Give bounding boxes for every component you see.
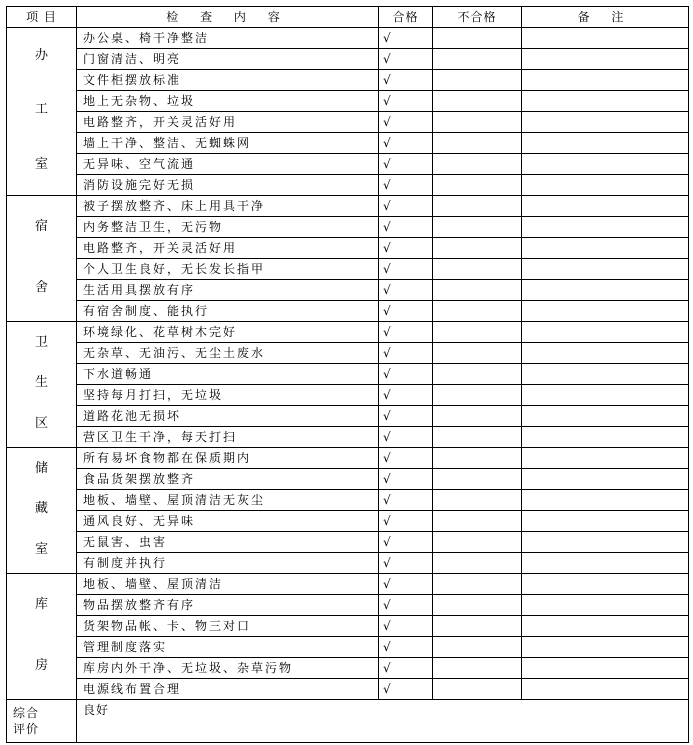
- note-cell: [522, 301, 689, 322]
- table-row: [7, 196, 689, 217]
- pass-check-mark: √: [379, 616, 433, 637]
- section-name-char: 舍: [34, 280, 48, 295]
- check-item: 有制度并执行: [77, 553, 379, 574]
- table-row: [7, 70, 689, 91]
- section-name-char: 宿: [34, 219, 48, 234]
- table-row: [7, 133, 689, 154]
- fail-cell: [433, 259, 522, 280]
- fail-cell: [433, 70, 522, 91]
- note-cell: [522, 616, 689, 637]
- pass-check-mark: √: [379, 574, 433, 595]
- summary-value: 良好: [77, 700, 689, 743]
- summary-row: [7, 700, 689, 743]
- fail-cell: [433, 280, 522, 301]
- fail-cell: [433, 175, 522, 196]
- table-row: [7, 175, 689, 196]
- pass-check-mark: √: [379, 28, 433, 49]
- check-item: 物品摆放整齐有序: [77, 595, 379, 616]
- check-item: 电路整齐，开关灵活好用: [77, 112, 379, 133]
- table-row: [7, 280, 689, 301]
- check-item: 道路花池无损坏: [77, 406, 379, 427]
- note-cell: [522, 280, 689, 301]
- check-item: 下水道畅通: [77, 364, 379, 385]
- table-row: [7, 322, 689, 343]
- section-category-cell: [7, 28, 77, 196]
- section-name-char: 储: [34, 460, 48, 476]
- check-item: 个人卫生良好，无长发长指甲: [77, 259, 379, 280]
- check-item: 坚持每月打扫，无垃圾: [77, 385, 379, 406]
- fail-cell: [433, 553, 522, 574]
- fail-cell: [433, 112, 522, 133]
- pass-check-mark: √: [379, 448, 433, 469]
- note-cell: [522, 217, 689, 238]
- fail-cell: [433, 469, 522, 490]
- fail-cell: [433, 217, 522, 238]
- fail-cell: [433, 595, 522, 616]
- pass-check-mark: √: [379, 175, 433, 196]
- table-row: [7, 301, 689, 322]
- check-item: 货架物品帐、卡、物三对口: [77, 616, 379, 637]
- check-item: 地板、墙壁、屋顶清洁: [77, 574, 379, 595]
- table-row: [7, 448, 689, 469]
- section-name: [7, 322, 76, 444]
- table-row: [7, 343, 689, 364]
- note-cell: [522, 469, 689, 490]
- note-cell: [522, 112, 689, 133]
- check-item: 电源线布置合理: [77, 679, 379, 700]
- table-row: [7, 532, 689, 553]
- section-name: [7, 196, 76, 318]
- fail-cell: [433, 427, 522, 448]
- section-category-cell: [7, 322, 77, 448]
- pass-check-mark: √: [379, 490, 433, 511]
- fail-cell: [433, 658, 522, 679]
- header-content: 检 查 内 容: [77, 7, 379, 28]
- pass-check-mark: √: [379, 427, 433, 448]
- fail-cell: [433, 406, 522, 427]
- note-cell: [522, 196, 689, 217]
- fail-cell: [433, 301, 522, 322]
- fail-cell: [433, 448, 522, 469]
- pass-check-mark: √: [379, 196, 433, 217]
- note-cell: [522, 385, 689, 406]
- table-row: [7, 469, 689, 490]
- section-category-cell: [7, 448, 77, 574]
- check-item: 办公桌、椅干净整洁: [77, 28, 379, 49]
- table-row: [7, 91, 689, 112]
- table-row: [7, 238, 689, 259]
- pass-check-mark: √: [379, 280, 433, 301]
- fail-cell: [433, 196, 522, 217]
- header-note: 备 注: [522, 7, 689, 28]
- fail-cell: [433, 511, 522, 532]
- check-item: 生活用具摆放有序: [77, 280, 379, 301]
- check-item: 文件柜摆放标准: [77, 70, 379, 91]
- fail-cell: [433, 49, 522, 70]
- inspection-table-body: [7, 7, 689, 743]
- header-pass: 合格: [379, 7, 433, 28]
- pass-check-mark: √: [379, 637, 433, 658]
- note-cell: [522, 91, 689, 112]
- note-cell: [522, 406, 689, 427]
- pass-check-mark: √: [379, 511, 433, 532]
- check-item: 地板、墙壁、屋顶清洁无灰尘: [77, 490, 379, 511]
- table-row: [7, 637, 689, 658]
- check-item: 消防设施完好无损: [77, 175, 379, 196]
- pass-check-mark: √: [379, 553, 433, 574]
- check-item: 无鼠害、虫害: [77, 532, 379, 553]
- note-cell: [522, 70, 689, 91]
- note-cell: [522, 28, 689, 49]
- note-cell: [522, 322, 689, 343]
- pass-check-mark: √: [379, 679, 433, 700]
- pass-check-mark: √: [379, 133, 433, 154]
- table-row: [7, 364, 689, 385]
- check-item: 内务整洁卫生，无污物: [77, 217, 379, 238]
- pass-check-mark: √: [379, 70, 433, 91]
- summary-label: 评价: [13, 722, 40, 736]
- note-cell: [522, 679, 689, 700]
- table-row: [7, 511, 689, 532]
- table-row: [7, 553, 689, 574]
- section-name: [7, 28, 76, 192]
- section-name-char: 区: [34, 416, 48, 432]
- summary-label-cell: [7, 700, 77, 743]
- note-cell: [522, 553, 689, 574]
- section-name-char: 室: [34, 157, 48, 173]
- pass-check-mark: √: [379, 532, 433, 553]
- table-row: [7, 112, 689, 133]
- note-cell: [522, 343, 689, 364]
- inspection-table: [6, 6, 689, 743]
- note-cell: [522, 133, 689, 154]
- fail-cell: [433, 343, 522, 364]
- table-row: [7, 406, 689, 427]
- check-item: 墙上干净、整洁、无蜘蛛网: [77, 133, 379, 154]
- section-category-cell: [7, 196, 77, 322]
- section-category-cell: [7, 574, 77, 700]
- pass-check-mark: √: [379, 91, 433, 112]
- note-cell: [522, 364, 689, 385]
- table-row: [7, 217, 689, 238]
- check-item: 环境绿化、花草树木完好: [77, 322, 379, 343]
- fail-cell: [433, 91, 522, 112]
- fail-cell: [433, 385, 522, 406]
- fail-cell: [433, 154, 522, 175]
- section-name-char: 生: [34, 375, 48, 391]
- pass-check-mark: √: [379, 217, 433, 238]
- section-name-char: 工: [34, 102, 48, 118]
- pass-check-mark: √: [379, 406, 433, 427]
- section-name-char: 藏: [34, 501, 48, 517]
- fail-cell: [433, 28, 522, 49]
- pass-check-mark: √: [379, 385, 433, 406]
- header-fail: 不合格: [433, 7, 522, 28]
- note-cell: [522, 49, 689, 70]
- check-item: 食品货架摆放整齐: [77, 469, 379, 490]
- fail-cell: [433, 532, 522, 553]
- section-name-char: 卫: [34, 334, 48, 350]
- note-cell: [522, 595, 689, 616]
- table-row: [7, 658, 689, 679]
- note-cell: [522, 490, 689, 511]
- note-cell: [522, 175, 689, 196]
- fail-cell: [433, 616, 522, 637]
- fail-cell: [433, 574, 522, 595]
- table-row: [7, 28, 689, 49]
- check-item: 电路整齐，开关灵活好用: [77, 238, 379, 259]
- table-row: [7, 154, 689, 175]
- pass-check-mark: √: [379, 364, 433, 385]
- note-cell: [522, 511, 689, 532]
- fail-cell: [433, 364, 522, 385]
- note-cell: [522, 658, 689, 679]
- fail-cell: [433, 637, 522, 658]
- check-item: 管理制度落实: [77, 637, 379, 658]
- section-name-char: 库: [34, 597, 48, 612]
- section-name: [7, 574, 76, 696]
- note-cell: [522, 637, 689, 658]
- note-cell: [522, 238, 689, 259]
- fail-cell: [433, 238, 522, 259]
- fail-cell: [433, 322, 522, 343]
- check-item: 门窗清洁、明亮: [77, 49, 379, 70]
- table-row: [7, 49, 689, 70]
- summary-label: 综合: [13, 706, 40, 720]
- pass-check-mark: √: [379, 259, 433, 280]
- check-item: 无杂草、无油污、无尘土废水: [77, 343, 379, 364]
- check-item: 被子摆放整齐、床上用具干净: [77, 196, 379, 217]
- table-row: [7, 595, 689, 616]
- note-cell: [522, 574, 689, 595]
- section-name-char: 房: [34, 658, 48, 673]
- check-item: 所有易坏食物都在保质期内: [77, 448, 379, 469]
- table-row: [7, 427, 689, 448]
- section-name: [7, 448, 76, 570]
- note-cell: [522, 154, 689, 175]
- note-cell: [522, 259, 689, 280]
- section-name-char: 室: [34, 542, 48, 558]
- fail-cell: [433, 679, 522, 700]
- check-item: 有宿舍制度、能执行: [77, 301, 379, 322]
- pass-check-mark: √: [379, 469, 433, 490]
- fail-cell: [433, 133, 522, 154]
- table-row: [7, 574, 689, 595]
- pass-check-mark: √: [379, 322, 433, 343]
- check-item: 通风良好、无异味: [77, 511, 379, 532]
- check-item: 地上无杂物、垃圾: [77, 91, 379, 112]
- pass-check-mark: √: [379, 595, 433, 616]
- section-name-char: 办: [34, 47, 48, 63]
- pass-check-mark: √: [379, 154, 433, 175]
- note-cell: [522, 427, 689, 448]
- pass-check-mark: √: [379, 301, 433, 322]
- header-category: 项 目: [7, 7, 77, 28]
- check-item: 无异味、空气流通: [77, 154, 379, 175]
- table-row: [7, 679, 689, 700]
- table-row: [7, 259, 689, 280]
- note-cell: [522, 448, 689, 469]
- header-row: [7, 7, 689, 28]
- pass-check-mark: √: [379, 238, 433, 259]
- fail-cell: [433, 490, 522, 511]
- check-item: 营区卫生干净，每天打扫: [77, 427, 379, 448]
- pass-check-mark: √: [379, 658, 433, 679]
- check-item: 库房内外干净、无垃圾、杂草污物: [77, 658, 379, 679]
- table-row: [7, 616, 689, 637]
- pass-check-mark: √: [379, 49, 433, 70]
- pass-check-mark: √: [379, 343, 433, 364]
- table-row: [7, 490, 689, 511]
- pass-check-mark: √: [379, 112, 433, 133]
- note-cell: [522, 532, 689, 553]
- table-row: [7, 385, 689, 406]
